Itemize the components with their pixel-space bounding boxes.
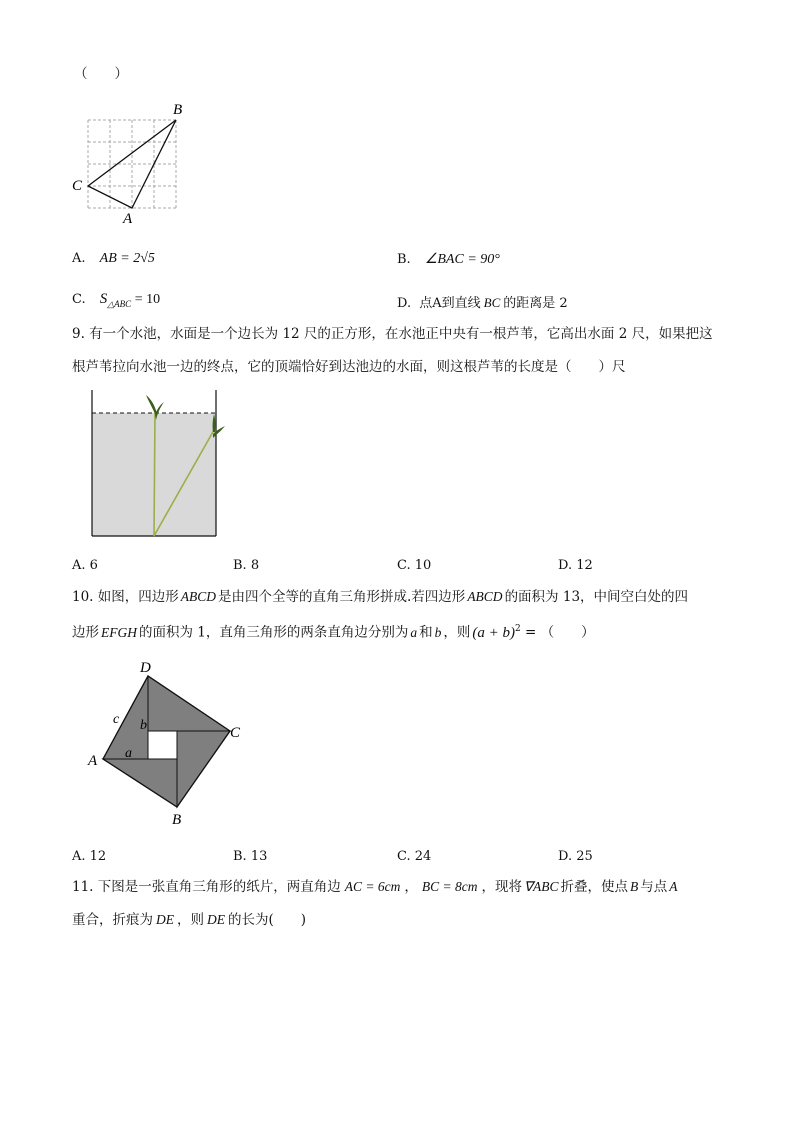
q9-option-b[interactable]: B. 8 bbox=[233, 558, 260, 573]
text: 11. 下图是一张直角三角形的纸片，两直角边 bbox=[72, 879, 341, 895]
q11-stem-line1 bbox=[72, 880, 680, 895]
text: 的面积为 1，直角三角形的两条直角边分别为 bbox=[139, 624, 409, 641]
var-de: DE bbox=[207, 912, 225, 927]
text: 折叠，使点 bbox=[560, 879, 629, 895]
q9-pool-figure bbox=[88, 390, 228, 540]
text: 的面积为 13，中间空白处的四 bbox=[504, 589, 689, 605]
q8-grid-figure bbox=[66, 100, 196, 227]
var-triangle-abc: ∇ABC bbox=[523, 879, 559, 894]
reed-vertical bbox=[154, 412, 155, 536]
text: ，则 bbox=[177, 912, 204, 928]
q9-option-c[interactable]: C. 10 bbox=[397, 558, 432, 573]
q10-stem-line2 bbox=[72, 625, 595, 641]
label-c: C bbox=[72, 178, 83, 194]
option-d-post: 的距离是 2 bbox=[503, 296, 568, 311]
exponent: 2 bbox=[515, 624, 521, 634]
side-label-c: c bbox=[113, 712, 120, 727]
option-d-bc: BC bbox=[483, 295, 501, 310]
var-abcd: ABCD bbox=[467, 589, 503, 604]
option-letter: D. bbox=[397, 296, 412, 311]
text: 10. 如图，四边形 bbox=[72, 589, 179, 605]
text: 重合，折痕为 bbox=[72, 912, 153, 928]
option-a-text: AB = 2√5 bbox=[99, 251, 155, 266]
option-letter: C. bbox=[72, 292, 86, 307]
q11-stem-line2 bbox=[72, 913, 306, 928]
label-b: B bbox=[172, 812, 182, 828]
q9-option-d[interactable]: D. 12 bbox=[558, 558, 593, 573]
q8-option-b[interactable] bbox=[397, 251, 500, 268]
q8-answer-paren: （ ） bbox=[74, 66, 128, 82]
text: ，现将 bbox=[481, 879, 522, 895]
q10-option-a[interactable]: A. 12 bbox=[72, 849, 107, 864]
q10-stem-line1 bbox=[72, 590, 688, 605]
q8-option-c[interactable] bbox=[72, 291, 160, 310]
option-c-rest: = 10 bbox=[131, 292, 161, 307]
text: 边形 bbox=[72, 624, 99, 641]
var-a: a bbox=[410, 624, 418, 640]
side-label-a: a bbox=[125, 746, 132, 761]
q10-option-b[interactable]: B. 13 bbox=[233, 849, 268, 864]
q9-option-a[interactable]: A. 6 bbox=[72, 558, 98, 573]
label-b: B bbox=[173, 102, 183, 118]
var-b: B bbox=[630, 879, 639, 894]
label-c: C bbox=[230, 725, 241, 741]
text: ，则 bbox=[443, 624, 471, 641]
var-a: A bbox=[669, 879, 678, 894]
q10-option-c[interactable]: C. 24 bbox=[397, 849, 432, 864]
expr-a-plus-b: (a + b) bbox=[472, 624, 516, 641]
q10-option-d[interactable]: D. 25 bbox=[558, 849, 593, 864]
expr-bc: BC = 8cm bbox=[421, 879, 478, 894]
option-letter: B. bbox=[397, 252, 411, 267]
q8-option-a[interactable] bbox=[72, 251, 155, 267]
expr-ac: AC = 6cm bbox=[344, 879, 401, 894]
var-de: DE bbox=[156, 912, 174, 927]
var-abcd: ABCD bbox=[180, 589, 217, 604]
text: 是由四个全等的直角三角形拼成.若四边形 bbox=[218, 589, 466, 605]
label-a: A bbox=[88, 753, 98, 769]
inner-square-efgh bbox=[148, 731, 177, 759]
label-a: A bbox=[123, 211, 133, 227]
text: = （ ） bbox=[520, 624, 595, 641]
var-b: b bbox=[434, 624, 442, 640]
q10-square-figure bbox=[80, 662, 270, 832]
triangle-abc bbox=[88, 120, 176, 208]
var-efgh: EFGH bbox=[101, 624, 137, 640]
q9-stem-line1: 9. 有一个水池，水面是一个边长为 12 尺的正方形，在水池正中央有一根芦苇，它高出水面 2 尺，如果把这 bbox=[72, 326, 713, 342]
option-letter: A. bbox=[72, 251, 86, 266]
leaf-icon bbox=[146, 395, 157, 414]
q9-stem-line2: 根芦苇拉向水池一边的终点，它的顶端恰好到达池边的水面，则这根芦苇的长度是（ ）尺 bbox=[72, 359, 626, 375]
text: 的长为( ) bbox=[228, 912, 307, 928]
option-b-text: ∠BAC = 90° bbox=[424, 252, 500, 267]
text: ， bbox=[404, 879, 418, 895]
side-label-b: b bbox=[140, 718, 147, 733]
text: 和 bbox=[419, 624, 433, 641]
option-c-sub: △ABC bbox=[107, 299, 132, 309]
text: 与点 bbox=[640, 879, 668, 895]
option-d-pre: 点A到直线 bbox=[419, 296, 481, 311]
q8-option-d[interactable] bbox=[397, 292, 568, 311]
label-d: D bbox=[140, 660, 151, 676]
option-c-s: S bbox=[99, 291, 108, 307]
